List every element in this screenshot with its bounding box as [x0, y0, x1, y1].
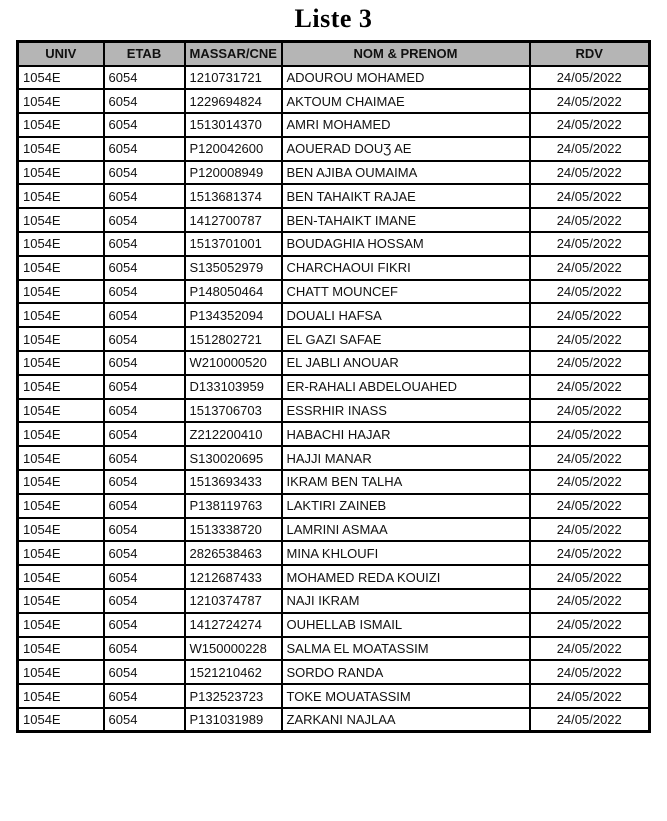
cell-nom-prenom: IKRAM BEN TALHA	[282, 470, 530, 494]
cell-univ: 1054E	[18, 446, 104, 470]
cell-rdv: 24/05/2022	[530, 137, 650, 161]
table-row	[18, 161, 650, 185]
cell-rdv: 24/05/2022	[530, 470, 650, 494]
cell-rdv: 24/05/2022	[530, 256, 650, 280]
page-title: Liste 3	[294, 4, 373, 33]
cell-nom-prenom: OUHELLAB ISMAIL	[282, 613, 530, 637]
cell-etab: 6054	[104, 161, 185, 185]
cell-univ: 1054E	[18, 494, 104, 518]
cell-rdv: 24/05/2022	[530, 208, 650, 232]
cell-univ: 1054E	[18, 232, 104, 256]
cell-univ: 1054E	[18, 66, 104, 90]
table-row	[18, 494, 650, 518]
cell-univ: 1054E	[18, 351, 104, 375]
cell-rdv: 24/05/2022	[530, 613, 650, 637]
cell-etab: 6054	[104, 280, 185, 304]
header-row	[18, 42, 650, 66]
table-row	[18, 470, 650, 494]
cell-univ: 1054E	[18, 589, 104, 613]
cell-etab: 6054	[104, 89, 185, 113]
cell-etab: 6054	[104, 351, 185, 375]
cell-rdv: 24/05/2022	[530, 637, 650, 661]
cell-etab: 6054	[104, 589, 185, 613]
cell-nom-prenom: LAMRINI ASMAA	[282, 518, 530, 542]
cell-massar-cne: 1412724274	[185, 613, 282, 637]
cell-etab: 6054	[104, 613, 185, 637]
cell-nom-prenom: DOUALI HAFSA	[282, 303, 530, 327]
cell-massar-cne: 1513706703	[185, 399, 282, 423]
cell-etab: 6054	[104, 565, 185, 589]
cell-rdv: 24/05/2022	[530, 184, 650, 208]
cell-nom-prenom: ADOUROU MOHAMED	[282, 66, 530, 90]
cell-etab: 6054	[104, 684, 185, 708]
cell-univ: 1054E	[18, 89, 104, 113]
cell-rdv: 24/05/2022	[530, 494, 650, 518]
header-rdv: RDV	[530, 42, 650, 66]
cell-etab: 6054	[104, 446, 185, 470]
cell-massar-cne: P138119763	[185, 494, 282, 518]
cell-univ: 1054E	[18, 327, 104, 351]
cell-rdv: 24/05/2022	[530, 113, 650, 137]
cell-nom-prenom: EL GAZI SAFAE	[282, 327, 530, 351]
cell-nom-prenom: CHARCHAOUI FIKRI	[282, 256, 530, 280]
cell-univ: 1054E	[18, 470, 104, 494]
cell-etab: 6054	[104, 399, 185, 423]
cell-nom-prenom: BEN-TAHAIKT IMANE	[282, 208, 530, 232]
cell-etab: 6054	[104, 422, 185, 446]
cell-etab: 6054	[104, 303, 185, 327]
cell-massar-cne: 1513681374	[185, 184, 282, 208]
cell-nom-prenom: HAJJI MANAR	[282, 446, 530, 470]
cell-massar-cne: S135052979	[185, 256, 282, 280]
cell-univ: 1054E	[18, 708, 104, 732]
cell-etab: 6054	[104, 232, 185, 256]
cell-univ: 1054E	[18, 637, 104, 661]
cell-nom-prenom: EL JABLI ANOUAR	[282, 351, 530, 375]
cell-rdv: 24/05/2022	[530, 565, 650, 589]
cell-univ: 1054E	[18, 518, 104, 542]
table-row	[18, 565, 650, 589]
cell-nom-prenom: AKTOUM CHAIMAE	[282, 89, 530, 113]
cell-massar-cne: 1512802721	[185, 327, 282, 351]
cell-massar-cne: P120008949	[185, 161, 282, 185]
cell-massar-cne: 1210731721	[185, 66, 282, 90]
header-etab: ETAB	[104, 42, 185, 66]
table-row	[18, 660, 650, 684]
cell-massar-cne: 1513693433	[185, 470, 282, 494]
cell-nom-prenom: SALMA EL MOATASSIM	[282, 637, 530, 661]
cell-rdv: 24/05/2022	[530, 327, 650, 351]
cell-rdv: 24/05/2022	[530, 351, 650, 375]
cell-massar-cne: W150000228	[185, 637, 282, 661]
cell-massar-cne: 2826538463	[185, 541, 282, 565]
table-body	[18, 66, 650, 732]
table-row	[18, 589, 650, 613]
cell-univ: 1054E	[18, 660, 104, 684]
cell-nom-prenom: LAKTIRI ZAINEB	[282, 494, 530, 518]
table-row	[18, 541, 650, 565]
table-row	[18, 303, 650, 327]
table-row	[18, 613, 650, 637]
table-row	[18, 518, 650, 542]
cell-univ: 1054E	[18, 541, 104, 565]
cell-nom-prenom: BOUDAGHIA HOSSAM	[282, 232, 530, 256]
cell-etab: 6054	[104, 137, 185, 161]
cell-nom-prenom: NAJI IKRAM	[282, 589, 530, 613]
cell-rdv: 24/05/2022	[530, 399, 650, 423]
cell-massar-cne: P131031989	[185, 708, 282, 732]
table-row	[18, 327, 650, 351]
cell-univ: 1054E	[18, 208, 104, 232]
cell-etab: 6054	[104, 660, 185, 684]
cell-massar-cne: 1513701001	[185, 232, 282, 256]
cell-etab: 6054	[104, 208, 185, 232]
cell-nom-prenom: BEN AJIBA OUMAIMA	[282, 161, 530, 185]
cell-massar-cne: 1521210462	[185, 660, 282, 684]
cell-etab: 6054	[104, 327, 185, 351]
cell-massar-cne: 1513338720	[185, 518, 282, 542]
table-row	[18, 137, 650, 161]
cell-nom-prenom: SORDO RANDA	[282, 660, 530, 684]
table-row	[18, 256, 650, 280]
table-row	[18, 637, 650, 661]
cell-rdv: 24/05/2022	[530, 161, 650, 185]
cell-massar-cne: P148050464	[185, 280, 282, 304]
cell-nom-prenom: ZARKANI NAJLAA	[282, 708, 530, 732]
cell-rdv: 24/05/2022	[530, 66, 650, 90]
cell-nom-prenom: BEN TAHAIKT RAJAE	[282, 184, 530, 208]
cell-rdv: 24/05/2022	[530, 541, 650, 565]
cell-nom-prenom: ER-RAHALI ABDELOUAHED	[282, 375, 530, 399]
cell-univ: 1054E	[18, 113, 104, 137]
cell-univ: 1054E	[18, 161, 104, 185]
cell-nom-prenom: TOKE MOUATASSIM	[282, 684, 530, 708]
table-header	[18, 42, 650, 66]
cell-univ: 1054E	[18, 184, 104, 208]
cell-nom-prenom: AMRI MOHAMED	[282, 113, 530, 137]
table-row	[18, 66, 650, 90]
cell-massar-cne: D133103959	[185, 375, 282, 399]
table-row	[18, 422, 650, 446]
table-row	[18, 684, 650, 708]
header-massar-cne: MASSAR/CNE	[185, 42, 282, 66]
cell-etab: 6054	[104, 66, 185, 90]
cell-rdv: 24/05/2022	[530, 89, 650, 113]
cell-massar-cne: 1412700787	[185, 208, 282, 232]
cell-rdv: 24/05/2022	[530, 518, 650, 542]
cell-massar-cne: 1513014370	[185, 113, 282, 137]
cell-univ: 1054E	[18, 399, 104, 423]
cell-rdv: 24/05/2022	[530, 708, 650, 732]
cell-etab: 6054	[104, 113, 185, 137]
cell-rdv: 24/05/2022	[530, 375, 650, 399]
table-row	[18, 208, 650, 232]
cell-nom-prenom: MINA KHLOUFI	[282, 541, 530, 565]
appointments-table	[16, 40, 651, 733]
cell-massar-cne: 1212687433	[185, 565, 282, 589]
cell-nom-prenom: ESSRHIR INASS	[282, 399, 530, 423]
cell-rdv: 24/05/2022	[530, 684, 650, 708]
cell-univ: 1054E	[18, 280, 104, 304]
cell-univ: 1054E	[18, 684, 104, 708]
table-row	[18, 89, 650, 113]
cell-nom-prenom: MOHAMED REDA KOUIZI	[282, 565, 530, 589]
cell-univ: 1054E	[18, 303, 104, 327]
cell-rdv: 24/05/2022	[530, 232, 650, 256]
cell-etab: 6054	[104, 708, 185, 732]
cell-etab: 6054	[104, 518, 185, 542]
cell-etab: 6054	[104, 494, 185, 518]
cell-etab: 6054	[104, 470, 185, 494]
cell-rdv: 24/05/2022	[530, 660, 650, 684]
cell-massar-cne: S130020695	[185, 446, 282, 470]
cell-nom-prenom: HABACHI HAJAR	[282, 422, 530, 446]
cell-massar-cne: Z212200410	[185, 422, 282, 446]
cell-rdv: 24/05/2022	[530, 280, 650, 304]
cell-massar-cne: P134352094	[185, 303, 282, 327]
cell-univ: 1054E	[18, 375, 104, 399]
cell-etab: 6054	[104, 184, 185, 208]
cell-univ: 1054E	[18, 422, 104, 446]
table-row	[18, 351, 650, 375]
table-row	[18, 184, 650, 208]
cell-massar-cne: W210000520	[185, 351, 282, 375]
table-row	[18, 113, 650, 137]
header-nom-prenom: NOM & PRENOM	[282, 42, 530, 66]
cell-massar-cne: P120042600	[185, 137, 282, 161]
cell-rdv: 24/05/2022	[530, 422, 650, 446]
cell-etab: 6054	[104, 375, 185, 399]
cell-nom-prenom: CHATT MOUNCEF	[282, 280, 530, 304]
cell-massar-cne: 1210374787	[185, 589, 282, 613]
cell-nom-prenom: AOUERAD DOUƷ̄ AE	[282, 137, 530, 161]
table-row	[18, 232, 650, 256]
cell-massar-cne: 1229694824	[185, 89, 282, 113]
cell-massar-cne: P132523723	[185, 684, 282, 708]
table-row	[18, 446, 650, 470]
cell-etab: 6054	[104, 256, 185, 280]
cell-univ: 1054E	[18, 137, 104, 161]
cell-univ: 1054E	[18, 613, 104, 637]
table-row	[18, 399, 650, 423]
cell-univ: 1054E	[18, 565, 104, 589]
cell-univ: 1054E	[18, 256, 104, 280]
table-row	[18, 280, 650, 304]
header-univ: UNIV	[18, 42, 104, 66]
cell-etab: 6054	[104, 637, 185, 661]
cell-etab: 6054	[104, 541, 185, 565]
cell-rdv: 24/05/2022	[530, 303, 650, 327]
table-row	[18, 375, 650, 399]
cell-rdv: 24/05/2022	[530, 446, 650, 470]
cell-rdv: 24/05/2022	[530, 589, 650, 613]
table-row	[18, 708, 650, 732]
